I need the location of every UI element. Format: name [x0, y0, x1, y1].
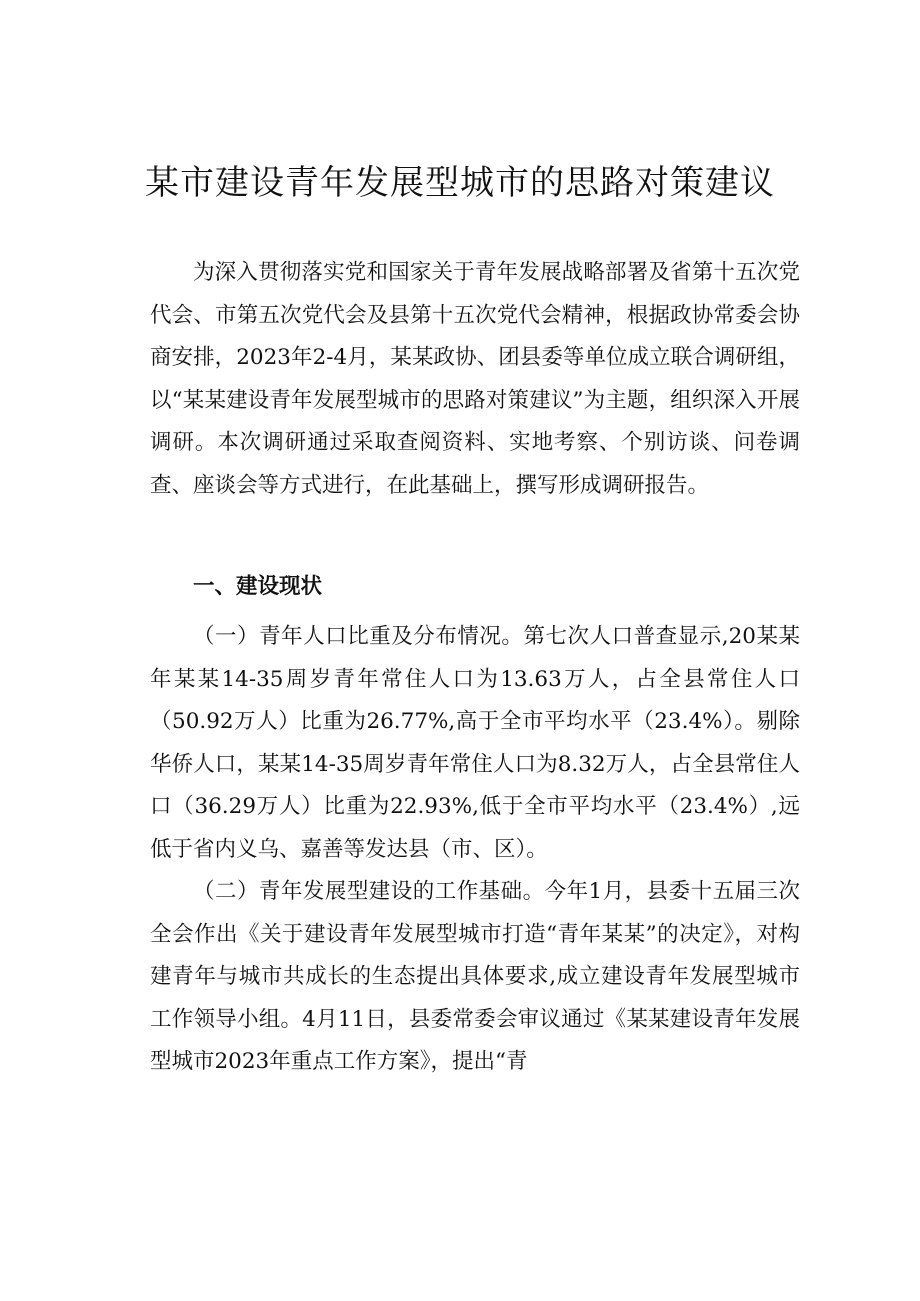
intro-paragraph: 为深入贯彻落实党和国家关于青年发展战略部署及省第十五次党代会、市第五次党代会及县第十五次党代会精神，根据政协常委会协商安排，2023年2-4月，某某政协、团县委等单位成立联合调研组，以“某某建设青年发展型城市的思路对策建议”为主题，组织深入开展调研。本次调研通过采取查阅资料、实地考察、个别访谈、问卷调查、座谈会等方式进行，在此基础上，撰写形成调研报告。 [150, 260, 800, 498]
work-foundation-paragraph: （二）青年发展型建设的工作基础。今年1月，县委十五届三次全会作出《关于建设青年发展型城市打造“青年某某”的决定》，对构建青年与城市共成长的生态提出具体要求,成立建设青年发展型城市工作领导小组。4月11日，县委常委会审议通过《某某建设青年发展型城市2023年重点工作方案》，提出“青 [150, 879, 800, 1074]
youth-population-paragraph: （一）青年人口比重及分布情况。第七次人口普查显示,20某某年某某14-35周岁青年常住人口为13.63万人，占全县常住人口（50.92万人）比重为26.77%,高于全市平均水平（23.4%）。剔除华侨人口，某某14-35周岁青年常住人口为8.32万人，占全县常住人口（36.29万人）比重为22.93%,低于全市平均水平（23.4%）,远低于省内义乌、嘉善等发达县（市、区）。 [150, 624, 800, 862]
section-heading-current-status: 一、建设现状 [193, 574, 323, 599]
document-title: 某市建设青年发展型城市的思路对策建议 [145, 163, 775, 203]
